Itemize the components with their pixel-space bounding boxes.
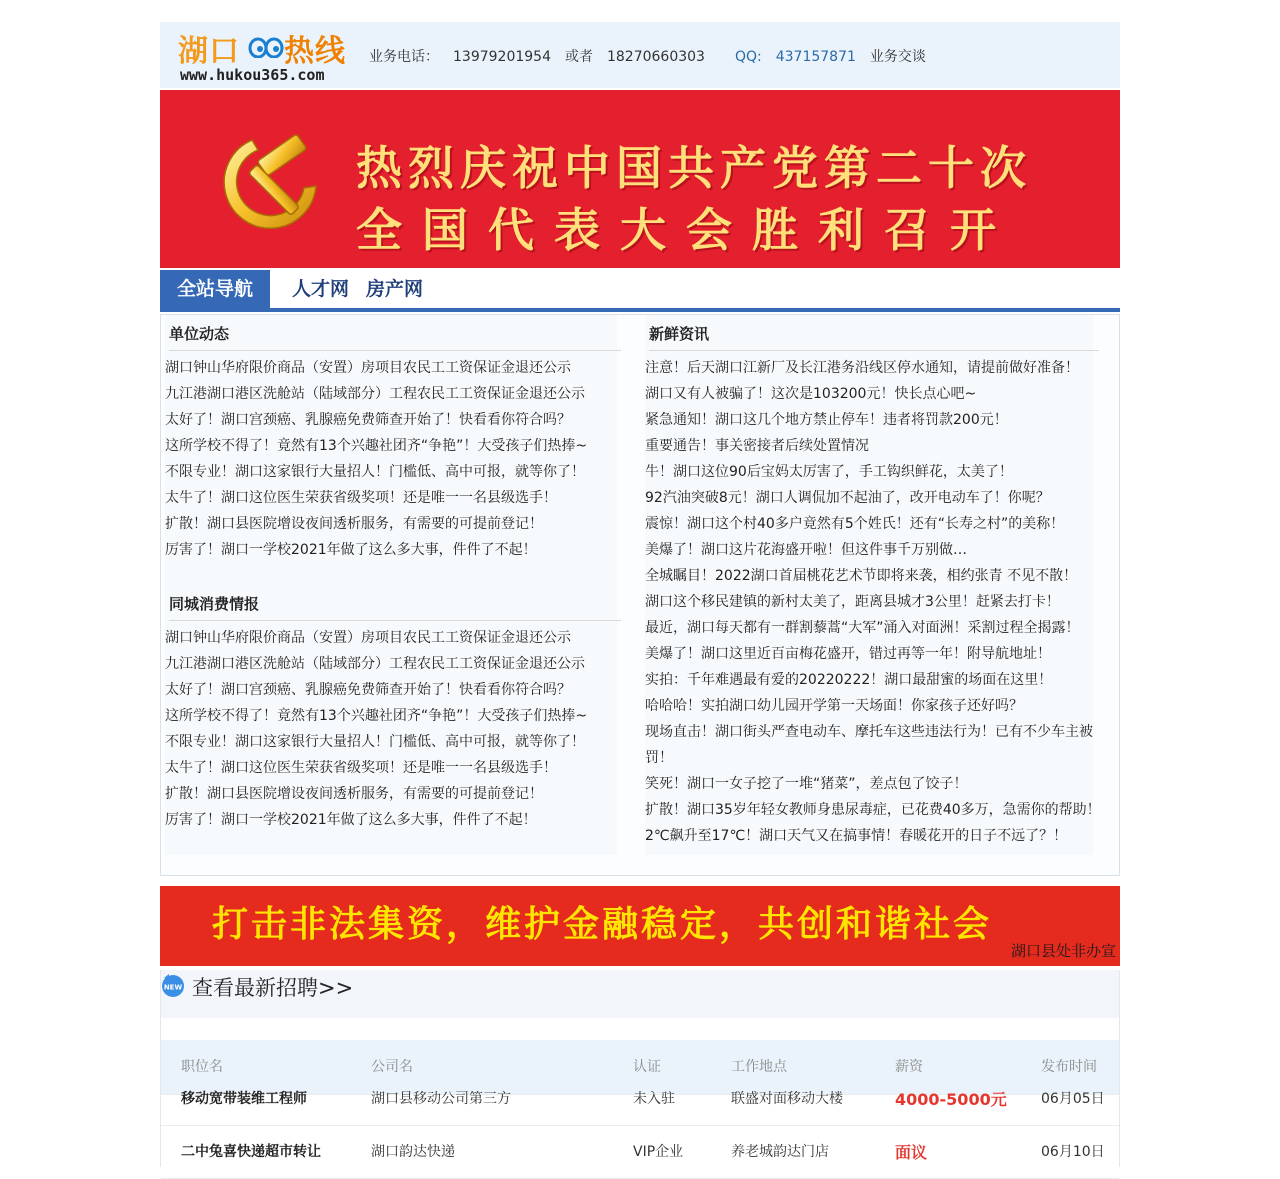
list-item[interactable]: 美爆了！湖口这片花海盛开啦！但这件事千万别做… xyxy=(645,542,967,558)
job-title[interactable]: 移动宽带装维工程师 xyxy=(181,1091,307,1107)
news-area xyxy=(160,314,1120,876)
list-item[interactable]: 九江港湖口港区洗舱站（陆域部分）工程农民工工资保证金退还公示 xyxy=(165,656,585,672)
table-row[interactable] xyxy=(161,1073,1119,1126)
list-item[interactable]: 太牛了！湖口这位医生荣获省级奖项！还是唯一一名县级选手！ xyxy=(165,760,557,776)
section-title-local-consumer: 同城消费情报 xyxy=(169,587,621,621)
table-row[interactable] xyxy=(161,1126,1119,1179)
cert-status: VIP企业 xyxy=(633,1144,684,1160)
banner-line-2: 全国代表大会胜利召开 xyxy=(356,203,1016,257)
list-item[interactable]: 实拍：千年难遇最有爱的20220222！湖口最甜蜜的场面在这里！ xyxy=(645,672,1053,688)
list-item[interactable]: 九江港湖口港区洗舱站（陆域部分）工程农民工工资保证金退还公示 xyxy=(165,386,585,402)
list-item[interactable]: 湖口钟山华府限价商品（安置）房项目农民工工资保证金退还公示 xyxy=(165,630,571,646)
site-header xyxy=(160,22,1120,88)
list-item[interactable]: 扩散！湖口县医院增设夜间透析服务，有需要的可提前登记！ xyxy=(165,786,543,802)
list-item[interactable]: 2℃飙升至17℃！湖口天气又在搞事情！春暖花开的日子不远了？！ xyxy=(645,828,1068,844)
list-item[interactable]: 湖口钟山华府限价商品（安置）房项目农民工工资保证金退还公示 xyxy=(165,360,571,376)
jobs-table xyxy=(161,1018,1119,1179)
company-name[interactable]: 湖口韵达快递 xyxy=(371,1144,455,1160)
unit-news-list xyxy=(165,355,587,563)
site-logo[interactable] xyxy=(178,26,353,86)
list-item[interactable]: 这所学校不得了！竟然有13个兴趣社团齐“争艳”！大受孩子们热捧~ xyxy=(165,438,588,454)
list-item[interactable]: 重要通告！事关密接者后续处置情况 xyxy=(645,438,869,454)
nav-link-realestate[interactable]: 房产网 xyxy=(366,278,424,300)
col-header-location: 工作地点 xyxy=(731,1059,787,1075)
local-consumer-list xyxy=(165,625,587,833)
tab-site-nav[interactable]: 全站导航 xyxy=(160,270,270,308)
list-item[interactable]: 厉害了！湖口一学校2021年做了这么多大事，件件了不起！ xyxy=(165,812,537,828)
salary: 4000-5000元 xyxy=(895,1090,1007,1109)
new-badge-icon xyxy=(161,974,185,998)
list-item[interactable]: 不限专业！湖口这家银行大量招人！门槛低、高中可报，就等你了！ xyxy=(165,464,585,480)
list-item[interactable]: 注意！后天湖口江新厂及长江港务沿线区停水通知，请提前做好准备！ xyxy=(645,360,1079,376)
phone-number-1: 13979201954 xyxy=(453,49,551,65)
list-item[interactable]: 太好了！湖口宫颈癌、乳腺癌免费筛查开始了！快看看你符合吗？ xyxy=(165,412,571,428)
phone-label: 业务电话： xyxy=(369,49,439,65)
job-title[interactable]: 二中兔喜快递超市转让 xyxy=(181,1144,321,1160)
post-date: 06月05日 xyxy=(1041,1091,1105,1107)
list-item[interactable]: 扩散！湖口县医院增设夜间透析服务，有需要的可提前登记！ xyxy=(165,516,543,532)
jobs-title-link[interactable]: 查看最新招聘>> xyxy=(192,976,354,1000)
logo-text-hukou: 湖口 xyxy=(178,34,240,69)
section-title-fresh-news: 新鲜资讯 xyxy=(649,317,1099,351)
work-location: 养老城韵达门店 xyxy=(731,1144,829,1160)
news-column-right xyxy=(645,315,1101,855)
list-item[interactable]: 太牛了！湖口这位医生荣获省级奖项！还是唯一一名县级选手！ xyxy=(165,490,557,506)
list-item[interactable]: 美爆了！湖口这里近百亩梅花盛开，错过再等一年！附导航地址！ xyxy=(645,646,1051,662)
col-header-company: 公司名 xyxy=(371,1059,413,1075)
news-column-left xyxy=(165,315,617,855)
list-item[interactable]: 震惊！湖口这个村40多户竟然有5个姓氏！还有“长寿之村”的美称！ xyxy=(645,516,1065,532)
list-item[interactable]: 不限专业！湖口这家银行大量招人！门槛低、高中可报，就等你了！ xyxy=(165,734,585,750)
company-name[interactable]: 湖口县移动公司第三方 xyxy=(371,1091,511,1107)
svg-text:NEW: NEW xyxy=(163,983,183,992)
list-item[interactable]: 扩散！湖口35岁年轻女教师身患尿毒症，已花费40多万，急需你的帮助！ xyxy=(645,802,1101,818)
list-item[interactable]: 现场直击！湖口街头严查电动车、摩托车这些违法行为！已有不少车主被罚！ xyxy=(645,724,1093,766)
list-item[interactable]: 湖口这个移民建镇的新村太美了，距离县城才3公里！赶紧去打卡！ xyxy=(645,594,1060,610)
business-chat-link[interactable]: 业务交谈 xyxy=(869,49,926,65)
fresh-news-list xyxy=(645,355,1101,849)
qq-number[interactable]: 437157871 xyxy=(775,49,856,65)
col-header-salary: 薪资 xyxy=(895,1059,923,1075)
logo-eyes-icon xyxy=(248,36,284,58)
phone-number-2: 18270660303 xyxy=(606,49,705,65)
or-label: 或者 xyxy=(564,49,593,65)
qq-label: QQ: xyxy=(734,49,762,65)
section-title-unit-news: 单位动态 xyxy=(169,317,621,351)
banner2-signature: 湖口县处非办宣 xyxy=(1010,942,1116,960)
list-item[interactable]: 牛！湖口这位90后宝妈太厉害了，手工钩织鲜花，太美了！ xyxy=(645,464,1013,480)
list-item[interactable]: 最近，湖口每天都有一群割藜蒿“大军”涌入对面洲！采割过程全揭露！ xyxy=(645,620,1080,636)
col-header-cert: 认证 xyxy=(633,1059,661,1075)
work-location: 联盛对面移动大楼 xyxy=(731,1091,843,1107)
anti-fraud-banner[interactable] xyxy=(160,886,1120,966)
list-item[interactable]: 太好了！湖口宫颈癌、乳腺癌免费筛查开始了！快看看你符合吗？ xyxy=(165,682,571,698)
nav-link-talent[interactable]: 人才网 xyxy=(292,278,350,300)
contact-info xyxy=(369,46,940,66)
banner-line-1: 热烈庆祝中国共产党第二十次 xyxy=(356,141,1032,195)
list-item[interactable]: 紧急通知！湖口这几个地方禁止停车！违者将罚款200元！ xyxy=(645,412,1008,428)
logo-text-rexian: 热线 xyxy=(284,34,346,69)
post-date: 06月10日 xyxy=(1041,1144,1105,1160)
party-congress-banner[interactable] xyxy=(160,90,1120,268)
logo-url: www.hukou365.com xyxy=(180,66,325,84)
list-item[interactable]: 湖口又有人被骗了！这次是103200元！快长点心吧~ xyxy=(645,386,977,402)
list-item[interactable]: 这所学校不得了！竟然有13个兴趣社团齐“争艳”！大受孩子们热捧~ xyxy=(165,708,588,724)
col-header-date: 发布时间 xyxy=(1041,1059,1097,1075)
jobs-header xyxy=(161,970,1119,1018)
col-header-title: 职位名 xyxy=(181,1059,223,1075)
cert-status: 未入驻 xyxy=(633,1091,675,1107)
list-item[interactable]: 笑死！湖口一女子挖了一堆“猪菜”，差点包了饺子！ xyxy=(645,776,968,792)
banner2-slogan: 打击非法集资，维护金融稳定，共创和谐社会 xyxy=(212,903,993,945)
main-nav xyxy=(160,270,1120,312)
latest-jobs xyxy=(160,970,1120,1167)
list-item[interactable]: 厉害了！湖口一学校2021年做了这么多大事，件件了不起！ xyxy=(165,542,537,558)
list-item[interactable]: 92汽油突破8元！湖口人调侃加不起油了，改开电动车了！你呢？ xyxy=(645,490,1050,506)
salary: 面议 xyxy=(895,1143,928,1162)
hammer-sickle-icon xyxy=(212,126,332,236)
list-item[interactable]: 哈哈哈！实拍湖口幼儿园开学第一天场面！你家孩子还好吗？ xyxy=(645,698,1023,714)
list-item[interactable]: 全城瞩目！2022湖口首届桃花艺术节即将来袭，相约张青 不见不散！ xyxy=(645,568,1078,584)
